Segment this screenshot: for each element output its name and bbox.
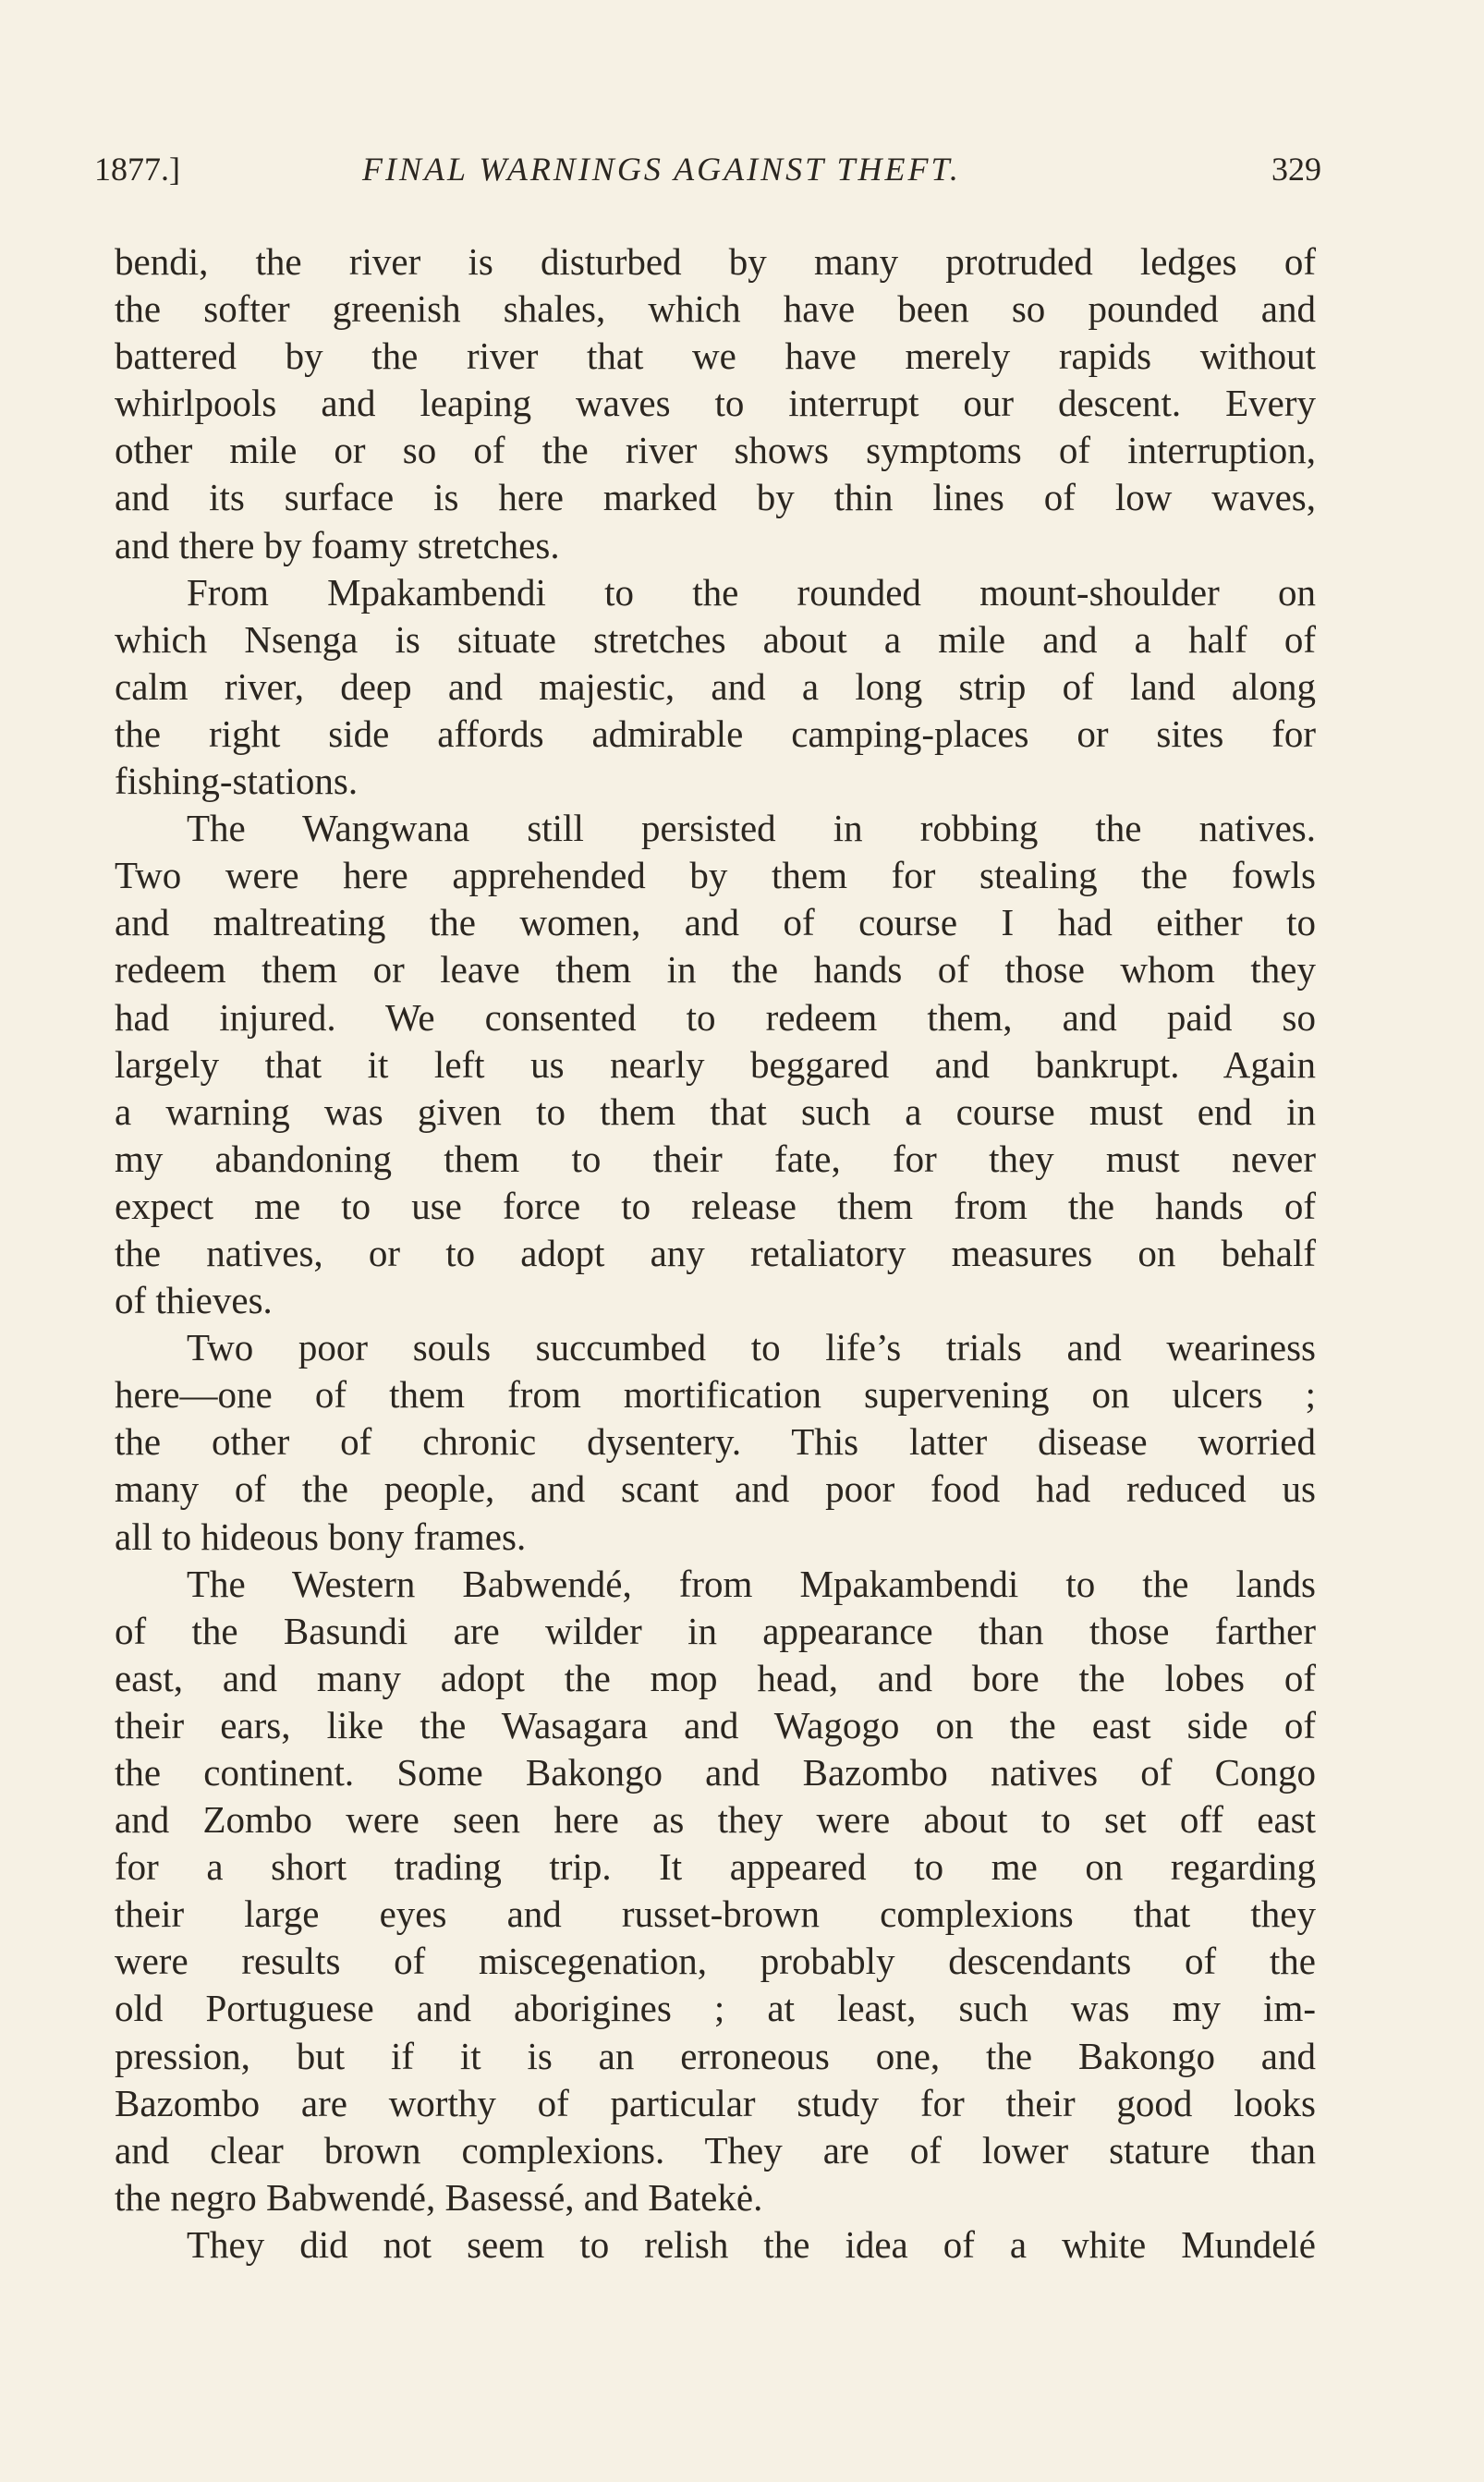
text-line: other mile or so of the river shows symptoms of interruption, [115, 429, 1316, 472]
text-line: the negro Babwendé, Basessé, and Batekė. [115, 2175, 763, 2219]
text-line: which Nsenga is situate stretches about a mile and a half of [115, 617, 1316, 661]
text-line: battered by the river that we have merely rapids without [115, 335, 1316, 378]
text-line: their large eyes and russet-brown complexions that they [115, 1892, 1316, 1936]
text-line: had injured. We consented to redeem them, and paid so [115, 995, 1316, 1039]
text-line: calm river, deep and majestic, and a long strip of land along [115, 664, 1316, 708]
text-line: They did not seem to relish the idea of a white Mundelé [187, 2222, 1316, 2266]
text-line: fishing-stations. [115, 760, 359, 803]
text-line: the softer greenish shales, which have been so pounded and [115, 287, 1316, 331]
text-line: bendi, the river is disturbed by many protruded ledges of [115, 240, 1316, 283]
body-text [115, 238, 1316, 2269]
text-line: many of the people, and scant and poor food had reduced us [115, 1467, 1316, 1511]
text-line: here—one of them from mortification supervening on ulcers ; [115, 1373, 1316, 1417]
text-line: The Wangwana still persisted in robbing the natives. [187, 807, 1316, 850]
text-line: expect me to use force to release them from the hands of [115, 1184, 1316, 1227]
text-line: the continent. Some Bakongo and Bazombo natives of Congo [115, 1751, 1316, 1794]
text-line: Bazombo are worthy of particular study for their good looks [115, 2081, 1316, 2124]
text-line: a warning was given to them that such a course must end in [115, 1089, 1316, 1133]
text-line: and Zombo were seen here as they were about to set off east [115, 1798, 1316, 1842]
text-line: and its surface is here marked by thin lines of low waves, [115, 476, 1316, 519]
running-head [94, 146, 1321, 192]
page-number: 329 [1271, 151, 1321, 188]
text-line: and clear brown complexions. They are of lower stature than [115, 2128, 1316, 2172]
text-line: The Western Babwendé, from Mpakambendi to the lands [187, 1562, 1316, 1605]
text-line: From Mpakambendi to the rounded mount-shoulder on [187, 570, 1316, 614]
text-line: of thieves. [115, 1279, 273, 1322]
text-line: Two poor souls succumbed to life’s trials and weariness [187, 1326, 1316, 1369]
running-head-year: 1877.] [94, 151, 180, 188]
text-line: their ears, like the Wasagara and Wagogo on the east side of [115, 1703, 1316, 1746]
text-line: redeem them or leave them in the hands of those whom they [115, 948, 1316, 992]
text-line: the other of chronic dysentery. This latter disease worried [115, 1420, 1316, 1464]
text-line: of the Basundi are wilder in appearance than those farther [115, 1609, 1316, 1652]
text-line: my abandoning them to their fate, for they must never [115, 1137, 1316, 1180]
text-line: the right side affords admirable camping-places or sites for [115, 712, 1316, 755]
text-line: east, and many adopt the mop head, and bore the lobes of [115, 1656, 1316, 1699]
text-line: for a short trading trip. It appeared to me on regarding [115, 1845, 1316, 1889]
text-line: and there by foamy stretches. [115, 523, 560, 566]
text-line: all to hideous bony frames. [115, 1515, 527, 1558]
text-line: whirlpools and leaping waves to interrupt our descent. Every [115, 382, 1316, 425]
running-head-title: FINAL WARNINGS AGAINST THEFT. [362, 151, 961, 188]
text-line: Two were here apprehended by them for stealing the fowls [115, 854, 1316, 897]
text-line: and maltreating the women, and of course I had either to [115, 901, 1316, 944]
text-line: the natives, or to adopt any retaliatory measures on behalf [115, 1231, 1316, 1274]
text-line: old Portuguese and aborigines ; at least, such was my im- [115, 1987, 1316, 2030]
text-line: largely that it left us nearly beggared and bankrupt. Again [115, 1042, 1316, 1086]
text-line: pression, but if it is an erroneous one, the Bakongo and [115, 2034, 1316, 2077]
text-line: were results of miscegenation, probably descendants of the [115, 1940, 1316, 1983]
